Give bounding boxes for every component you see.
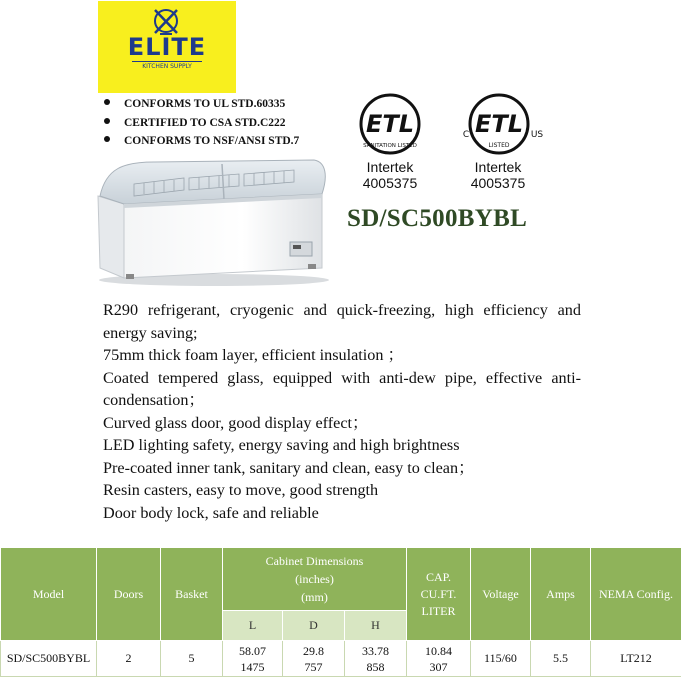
feature-item: LED lighting safety, energy saving and high brightness [103, 436, 460, 454]
cell-voltage: 115/60 [471, 641, 531, 677]
conformance-item: CONFORMS TO UL STD.60335 [104, 97, 285, 111]
header-voltage: Voltage [471, 548, 531, 641]
spec-table [0, 547, 681, 677]
header-doors: Doors [97, 548, 161, 641]
cell-length: 58.07 1475 [223, 641, 283, 677]
cell-capacity: 10.84 307 [407, 641, 471, 677]
etl-sanitation-icon [358, 92, 422, 156]
intertek-label: Intertek [474, 159, 522, 175]
etl-sanitation-mark [352, 92, 428, 196]
header-depth: D [283, 611, 345, 641]
header-nema: NEMA Config. [591, 548, 681, 641]
header-model: Model [1, 548, 97, 641]
feature-item: Coated tempered glass, equipped with anti-dew pipe, effective anti-condensation； [103, 368, 581, 409]
feature-item: R290 refrigerant, cryogenic and quick-freezing, high efficiency and energy saving; [103, 301, 581, 342]
cert-number: 4005375 [362, 175, 418, 191]
header-capacity: CAP. CU.FT. LITER [407, 548, 471, 641]
svg-text:ETL: ETL [474, 110, 524, 138]
svg-text:ETL: ETL [365, 110, 415, 138]
etl-listed-mark [455, 92, 551, 196]
cell-model: SD/SC500BYBL [1, 641, 97, 677]
chest-freezer-image [94, 156, 330, 288]
feature-item: Resin casters, easy to move, good strength [103, 481, 379, 499]
feature-list [103, 299, 581, 524]
cell-nema: LT212 [591, 641, 681, 677]
logo-brand-text: ELITE [127, 33, 207, 61]
feature-item: Curved glass door, good display effect； [103, 413, 369, 432]
bullet-icon [104, 118, 110, 124]
table-row [1, 641, 681, 677]
conformance-item: CONFORMS TO NSF/ANSI STD.7 [104, 134, 299, 148]
header-height: H [345, 611, 407, 641]
svg-text:LISTED: LISTED [488, 142, 510, 149]
header-length: L [223, 611, 283, 641]
header-basket: Basket [161, 548, 223, 641]
feature-item: Door body lock, safe and reliable [103, 503, 319, 522]
header-dimensions: Cabinet Dimensions (inches) (mm) [223, 548, 407, 611]
feature-item: 75mm thick foam layer, efficient insulation ； [103, 346, 404, 364]
cell-basket: 5 [161, 641, 223, 677]
cell-amps: 5.5 [531, 641, 591, 677]
model-title: SD/SC500BYBL [347, 205, 528, 232]
cell-doors: 2 [97, 641, 161, 677]
svg-text:SANITATION LISTED: SANITATION LISTED [363, 143, 417, 149]
header-amps: Amps [531, 548, 591, 641]
svg-text:US: US [530, 130, 544, 140]
bullet-icon [104, 99, 110, 105]
etl-listed-icon [459, 92, 547, 156]
cell-height: 33.78 858 [345, 641, 407, 677]
intertek-label: Intertek [366, 159, 414, 175]
bullet-icon [104, 136, 110, 142]
feature-item: Pre-coated inner tank, sanitary and clean, easy to clean； [103, 458, 475, 477]
svg-text:C: C [462, 130, 470, 140]
logo-tagline: KITCHEN SUPPLY [132, 61, 202, 74]
brand-logo [98, 1, 236, 93]
cell-depth: 29.8 757 [283, 641, 345, 677]
cert-number: 4005375 [470, 175, 526, 191]
conformance-item: CERTIFIED TO CSA STD.C222 [104, 116, 286, 130]
